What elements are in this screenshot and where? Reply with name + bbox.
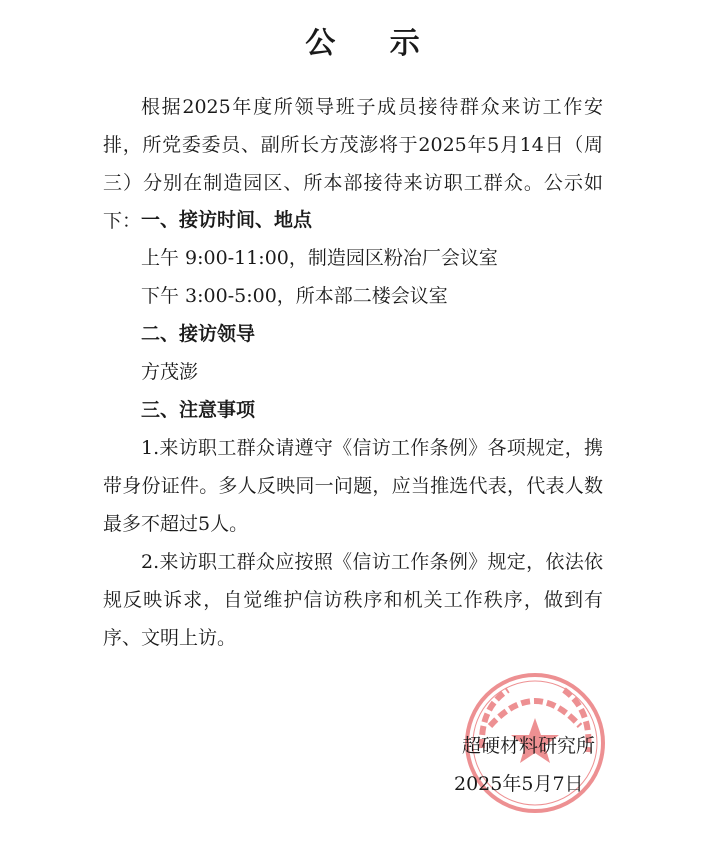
intro-paragraph: 根据2025年度所领导班子成员接待群众来访工作安排，所党委委员、副所长方茂澎将于2025年5月14日（周三）分别在制造园区、所本部接待来访职工群众。公示如下：: [103, 96, 603, 232]
section-heading-time-place: 一、接访时间、地点: [141, 209, 313, 231]
signature-organization: 超硬材料研究所: [462, 735, 596, 757]
signature-date: 2025年5月7日: [454, 773, 584, 795]
section-heading-leader: 二、接访领导: [141, 323, 256, 345]
leader-name: 方茂澎: [141, 361, 199, 383]
section-heading-notes: 三、注意事项: [141, 399, 256, 421]
note-item-2: 2.来访职工群众应按照《信访工作条例》规定，依法依规反映诉求，自觉维护信访秩序和机关工作秩序，做到有序、文明上访。: [103, 551, 603, 649]
schedule-morning: 上午 9:00-11:00，制造园区粉冶厂会议室: [141, 247, 498, 269]
schedule-afternoon: 下午 3:00-5:00，所本部二楼会议室: [141, 285, 448, 307]
note-item-1: 1.来访职工群众请遵守《信访工作条例》各项规定，携带身份证件。多人反映同一问题，应当推选代表，代表人数最多不超过5人。: [103, 437, 603, 535]
page-title: 公 示: [305, 26, 442, 61]
